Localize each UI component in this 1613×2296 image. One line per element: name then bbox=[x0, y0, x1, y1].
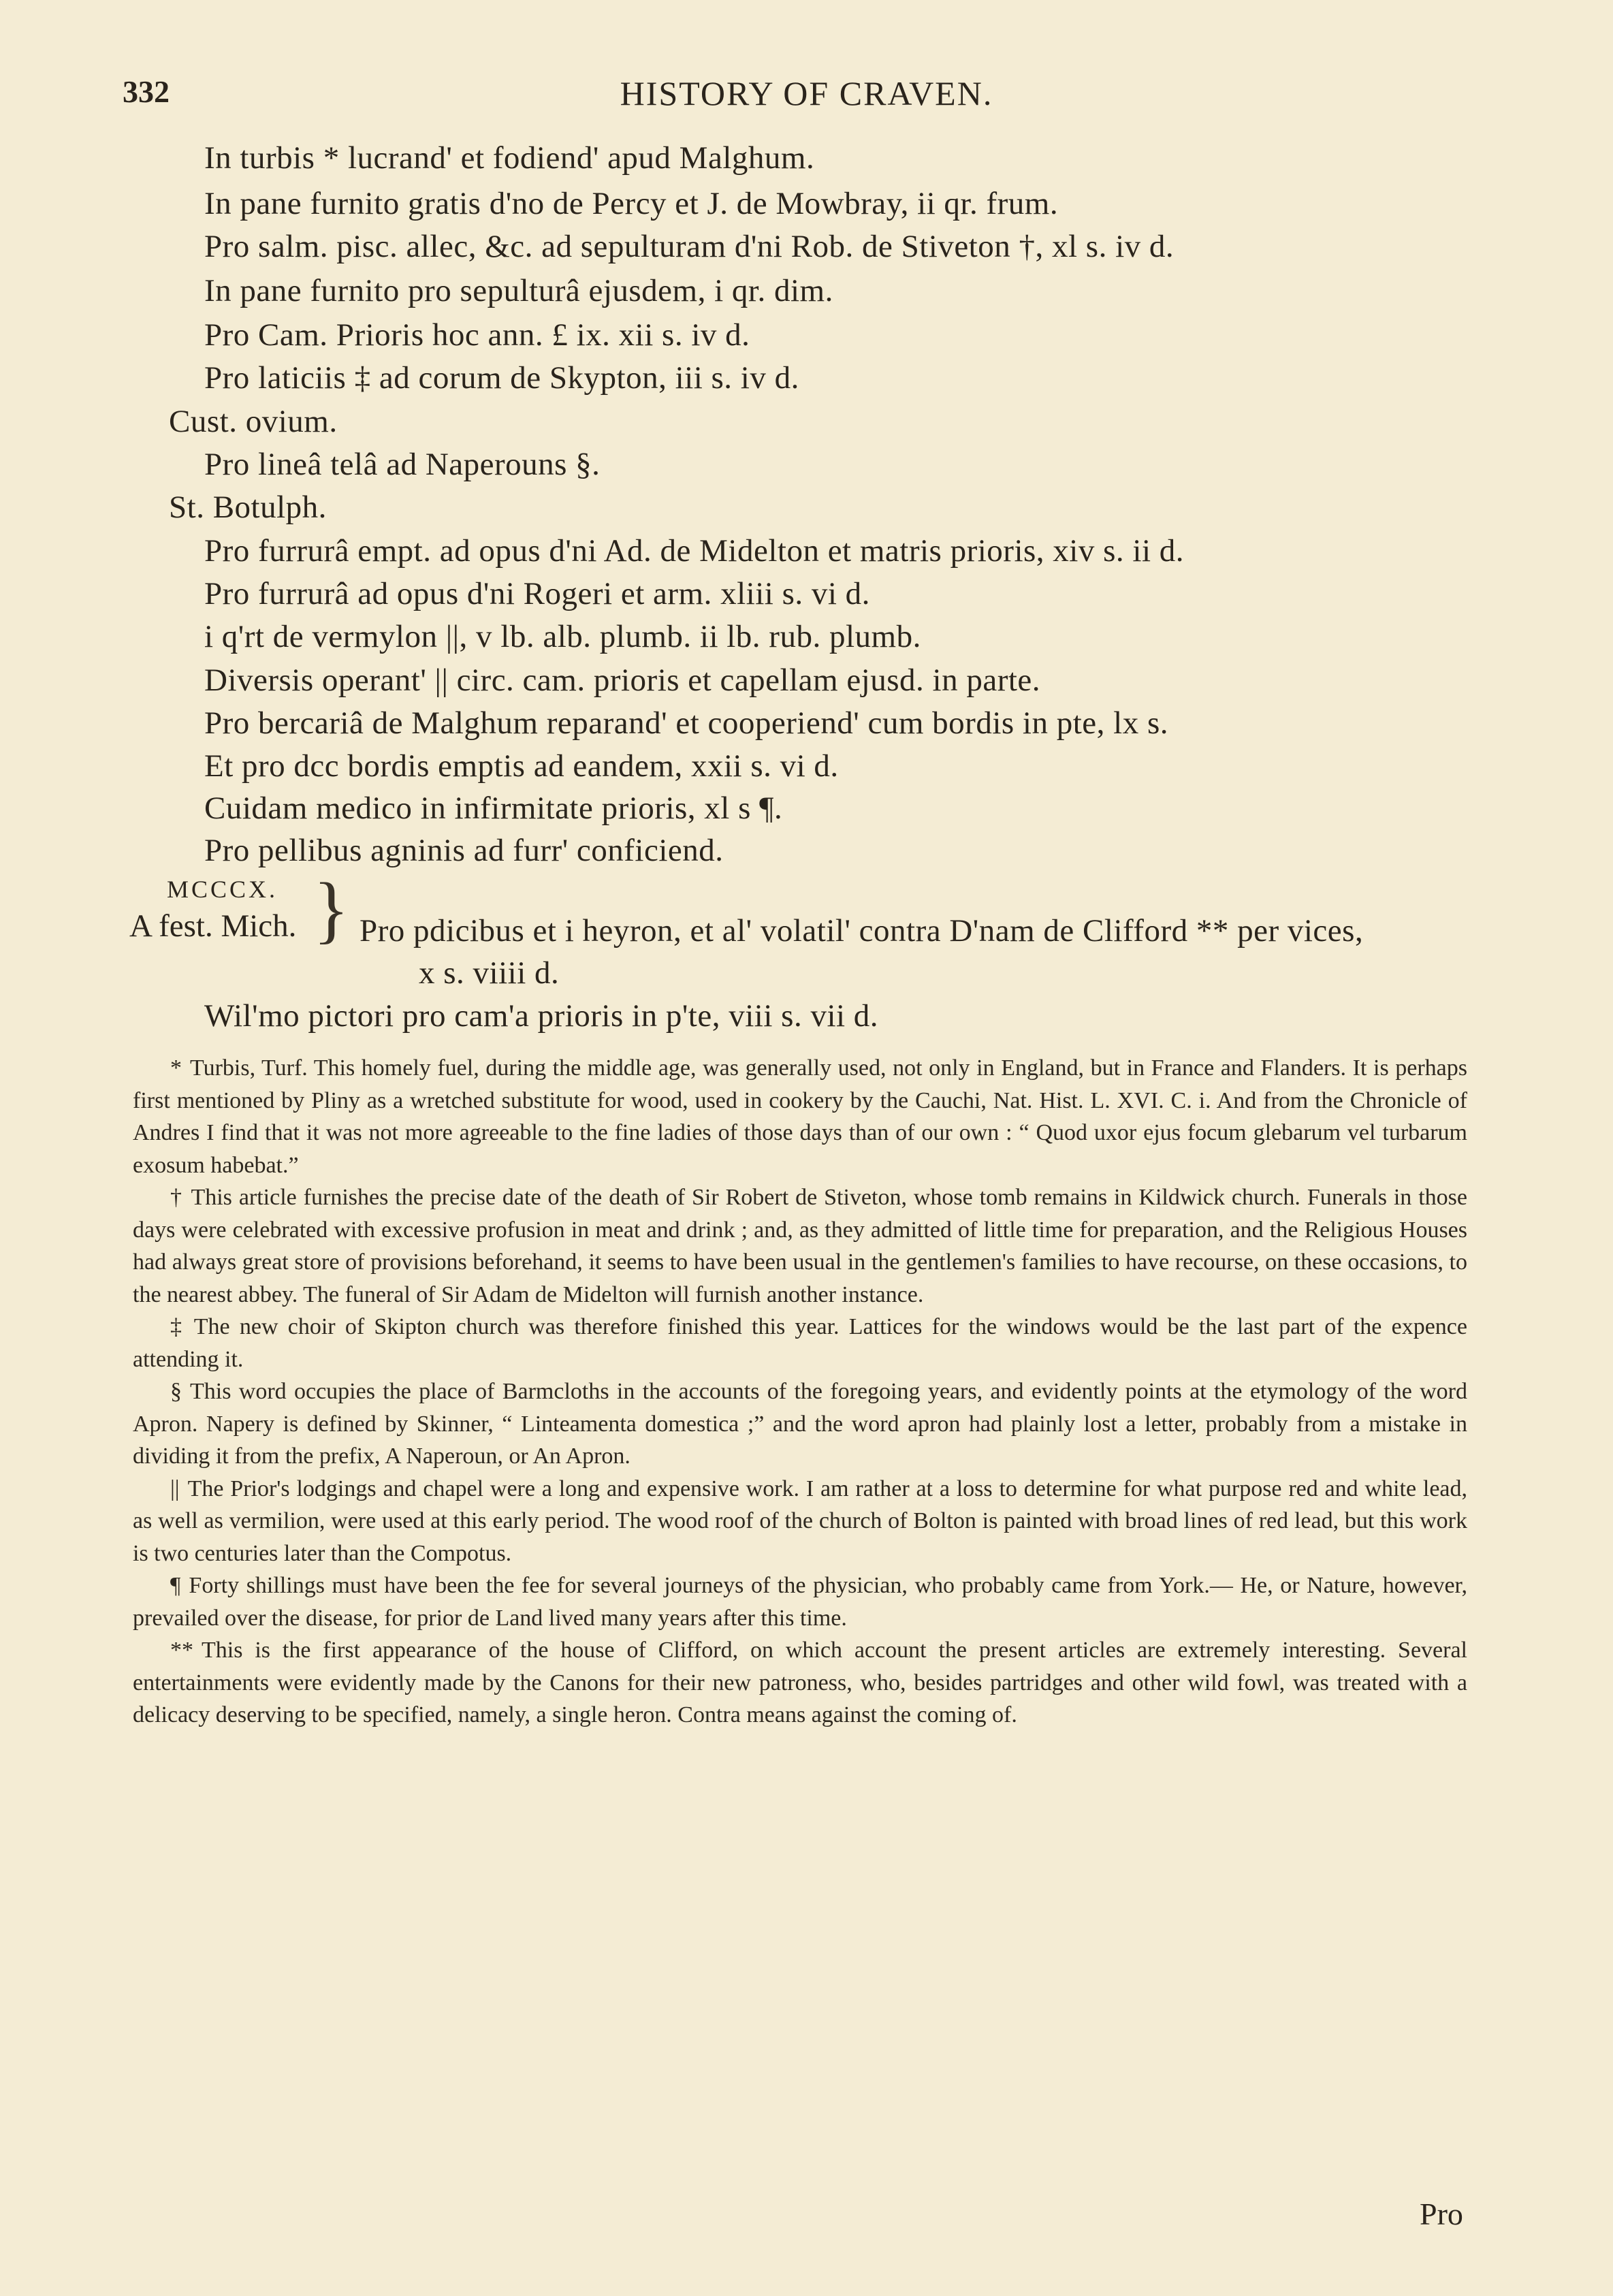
footnote-text: The new choir of Skipton church was therefore finished this year. Lattices for the windows would be the last part of the expence attending it. bbox=[133, 1314, 1467, 1372]
account-line: Cuidam medico in infirmitate prioris, xl s ¶. bbox=[204, 791, 783, 826]
footnote-mark: * bbox=[170, 1055, 182, 1081]
account-line: Pro furrurâ empt. ad opus d'ni Ad. de Midelton et matris prioris, xiv s. ii d. bbox=[204, 533, 1185, 569]
account-line: Pro furrurâ ad opus d'ni Rogeri et arm. xliii s. vi d. bbox=[204, 576, 870, 611]
footnote-mark: § bbox=[170, 1379, 182, 1404]
footnote bbox=[133, 1634, 1467, 1732]
footnote-mark: ¶ bbox=[170, 1573, 181, 1598]
account-line: Et pro dcc bordis emptis ad eandem, xxii s. vi d. bbox=[204, 748, 839, 784]
footnote-text: Turbis, Turf. This homely fuel, during the middle age, was generally used, not only in England, but in France and Flanders. It is perhaps first mentioned by Pliny as a wretched substitute for wood, used in cookery by the Cauchi, Nat. Hist. L. XVI. C. i. And from the Chronicle of Andres I find that it was not more agreeable to the fine ladies of those days than of our own : “ Quod uxor ejus focum glebarum vel turbarum exosum habebat.” bbox=[133, 1055, 1467, 1178]
feast-label: A fest. Mich. bbox=[129, 908, 297, 944]
footnote-mark: ** bbox=[170, 1638, 193, 1663]
account-line: Wil'mo pictori pro cam'a prioris in p'te, viii s. vii d. bbox=[204, 998, 879, 1034]
footnote bbox=[133, 1375, 1467, 1473]
catchword: Pro bbox=[1420, 2197, 1463, 2231]
footnote-text: Forty shillings must have been the fee for several journeys of the physician, who probably came from York.— He, or Nature, however, prevailed over the disease, for prior de Land lived many years after this time. bbox=[133, 1573, 1467, 1631]
footnote-mark: ‡ bbox=[170, 1314, 186, 1339]
account-line: In pane furnito pro sepulturâ ejusdem, i qr. dim. bbox=[204, 273, 833, 308]
footnote bbox=[133, 1473, 1467, 1570]
footnotes bbox=[133, 1052, 1467, 1732]
year-label: MCCCX. bbox=[167, 876, 278, 903]
footnote bbox=[133, 1311, 1467, 1375]
footnote-text: The Prior's lodgings and chapel were a long and expensive work. I am rather at a loss to determine for what purpose red and white lead, as well as vermilion, were used at this early period. The wood roof of the church of Bolton is painted with broad lines of red lead, but this work is two centuries later than the Compotus. bbox=[133, 1476, 1467, 1566]
footnote-mark: || bbox=[170, 1476, 180, 1501]
brace-glyph: } bbox=[313, 867, 349, 951]
footnote bbox=[133, 1181, 1467, 1311]
footnote-text: This word occupies the place of Barmcloths in the accounts of the foregoing years, and evidently points at the etymology of the word Apron. Napery is defined by Skinner, “ Linteamenta domestica ;” and the word apron had plainly lost a letter, probably from a mistake in dividing it from the prefix, A Naperoun, or An Apron. bbox=[133, 1379, 1467, 1469]
account-line: Pro lineâ telâ ad Naperouns §. bbox=[204, 447, 601, 482]
account-line: In pane furnito gratis d'no de Percy et J. de Mowbray, ii qr. frum. bbox=[204, 186, 1059, 221]
account-line: In turbis * lucrand' et fodiend' apud Malghum. bbox=[204, 140, 815, 176]
account-line: Pro pellibus agninis ad furr' conficiend. bbox=[204, 833, 724, 868]
footnote bbox=[133, 1569, 1467, 1634]
section-heading: Cust. ovium. bbox=[169, 404, 338, 439]
account-line: Pro laticiis ‡ ad corum de Skypton, iii s. iv d. bbox=[204, 360, 799, 396]
account-line: Pro salm. pisc. allec, &c. ad sepulturam d'ni Rob. de Stiveton †, xl s. iv d. bbox=[204, 229, 1175, 264]
page-number: 332 bbox=[123, 74, 170, 109]
account-line: Diversis operant' || circ. cam. prioris et capellam ejusd. in parte. bbox=[204, 663, 1041, 698]
footnote bbox=[133, 1052, 1467, 1181]
account-line: i q'rt de vermylon ||, v lb. alb. plumb. ii lb. rub. plumb. bbox=[204, 619, 921, 654]
footnote-text: This article furnishes the precise date of the death of Sir Robert de Stiveton, whose tomb remains in Kildwick church. Funerals in those days were celebrated with excessive profusion in meat and drink ; and, as they admitted of little time for preparation, and the Religious Houses had always great store of provisions beforehand, it seems to have been usual in the gentlemen's families to have recourse, on these occasions, to the nearest abbey. The funeral of Sir Adam de Midelton will furnish another instance. bbox=[133, 1185, 1468, 1307]
footnote-mark: † bbox=[170, 1185, 183, 1210]
account-line: Pro pdicibus et i heyron, et al' volatil' contra D'nam de Clifford ** per vices, bbox=[360, 913, 1364, 948]
footnote-text: This is the first appearance of the house of Clifford, on which account the present articles are extremely interesting. Several entertainments were evidently made by the Canons for their new patroness, who, besides partridges and other wild fowl, was treated with a delicacy deserving to be specified, namely, a single heron. Contra means against the coming of. bbox=[133, 1638, 1467, 1727]
account-line: Pro Cam. Prioris hoc ann. £ ix. xii s. iv d. bbox=[204, 317, 750, 353]
account-line: Pro bercariâ de Malghum reparand' et cooperiend' cum bordis in pte, lx s. bbox=[204, 705, 1169, 741]
running-title: HISTORY OF CRAVEN. bbox=[620, 74, 993, 112]
account-line: x s. viiii d. bbox=[419, 955, 560, 991]
section-heading: St. Botulph. bbox=[169, 490, 327, 525]
